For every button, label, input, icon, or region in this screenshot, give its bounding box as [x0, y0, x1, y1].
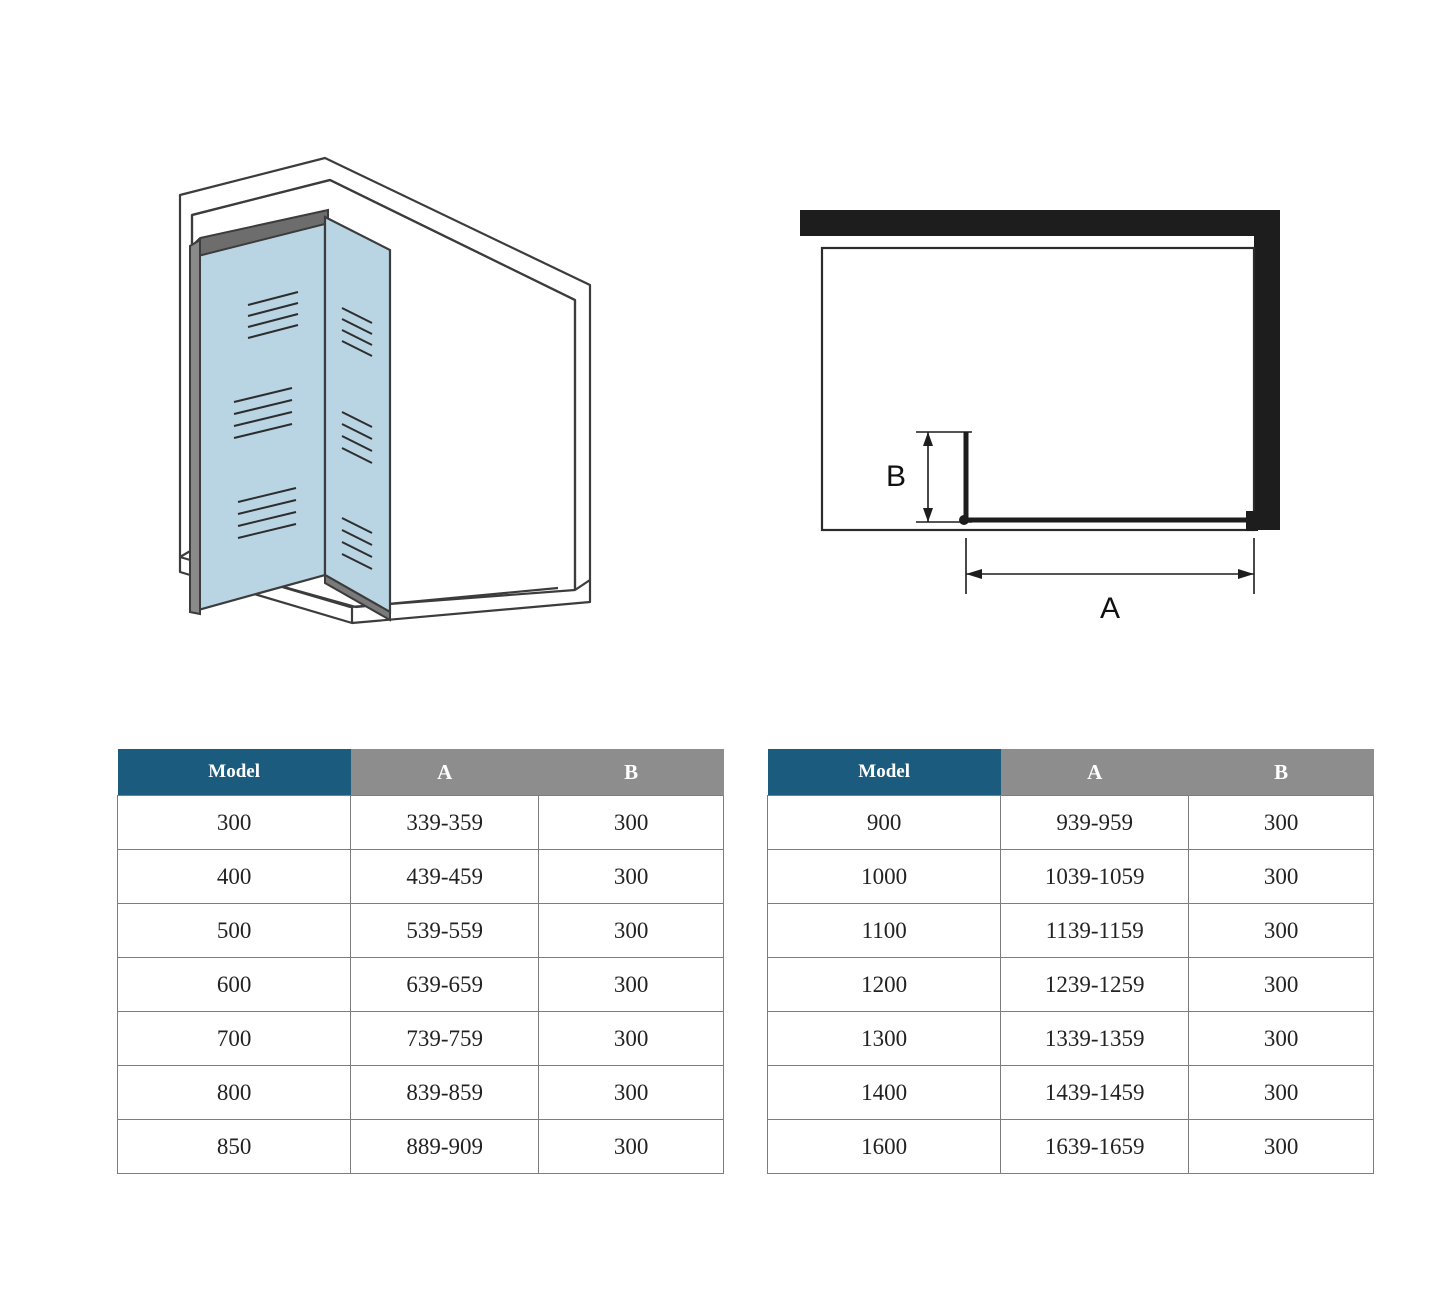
cell-b: 300	[539, 1012, 724, 1066]
cell-a: 839-859	[351, 1066, 539, 1120]
table-row	[118, 850, 724, 904]
cell-b: 300	[1189, 796, 1374, 850]
plan-label-b: B	[885, 460, 907, 493]
table-row	[768, 904, 1374, 958]
cell-a: 939-959	[1001, 796, 1189, 850]
spec-table-left	[117, 749, 724, 1174]
cell-b: 300	[539, 796, 724, 850]
cell-model: 1400	[768, 1066, 1001, 1120]
cell-a: 1439-1459	[1001, 1066, 1189, 1120]
cell-model: 1600	[768, 1120, 1001, 1174]
table-row	[768, 1120, 1374, 1174]
table-row	[768, 796, 1374, 850]
cell-a: 739-759	[351, 1012, 539, 1066]
cell-model: 300	[118, 796, 351, 850]
cell-model: 900	[768, 796, 1001, 850]
cell-b: 300	[1189, 958, 1374, 1012]
cell-b: 300	[1189, 904, 1374, 958]
isometric-illustration	[120, 120, 660, 700]
cell-b: 300	[539, 1066, 724, 1120]
table-header-row	[118, 749, 724, 796]
header-a: A	[351, 749, 539, 796]
cell-b: 300	[1189, 850, 1374, 904]
cell-model: 1300	[768, 1012, 1001, 1066]
cell-model: 600	[118, 958, 351, 1012]
table-row	[768, 850, 1374, 904]
plan-view-illustration	[760, 170, 1320, 650]
cell-a: 1039-1059	[1001, 850, 1189, 904]
header-b: B	[539, 749, 724, 796]
cell-a: 889-909	[351, 1120, 539, 1174]
cell-a: 1139-1159	[1001, 904, 1189, 958]
cell-b: 300	[1189, 1120, 1374, 1174]
cell-model: 800	[118, 1066, 351, 1120]
table-header-row	[768, 749, 1374, 796]
cell-model: 700	[118, 1012, 351, 1066]
header-model: Model	[768, 749, 1001, 796]
cell-a: 539-559	[351, 904, 539, 958]
table-row	[118, 1066, 724, 1120]
cell-model: 1000	[768, 850, 1001, 904]
table-row	[118, 1012, 724, 1066]
cell-model: 500	[118, 904, 351, 958]
cell-b: 300	[539, 850, 724, 904]
header-a: A	[1001, 749, 1189, 796]
table-row	[118, 958, 724, 1012]
cell-b: 300	[539, 958, 724, 1012]
header-b: B	[1189, 749, 1374, 796]
table-row	[768, 1066, 1374, 1120]
header-model: Model	[118, 749, 351, 796]
cell-b: 300	[539, 904, 724, 958]
cell-b: 300	[1189, 1012, 1374, 1066]
cell-a: 1639-1659	[1001, 1120, 1189, 1174]
cell-a: 1339-1359	[1001, 1012, 1189, 1066]
cell-a: 439-459	[351, 850, 539, 904]
cell-model: 850	[118, 1120, 351, 1174]
table-row	[768, 958, 1374, 1012]
table-row	[118, 904, 724, 958]
cell-a: 639-659	[351, 958, 539, 1012]
table-row	[768, 1012, 1374, 1066]
cell-model: 400	[118, 850, 351, 904]
cell-b: 300	[539, 1120, 724, 1174]
spec-table-right	[767, 749, 1374, 1174]
cell-model: 1200	[768, 958, 1001, 1012]
cell-model: 1100	[768, 904, 1001, 958]
plan-label-a: A	[1099, 592, 1121, 625]
cell-b: 300	[1189, 1066, 1374, 1120]
table-row	[118, 796, 724, 850]
cell-a: 1239-1259	[1001, 958, 1189, 1012]
table-row	[118, 1120, 724, 1174]
cell-a: 339-359	[351, 796, 539, 850]
